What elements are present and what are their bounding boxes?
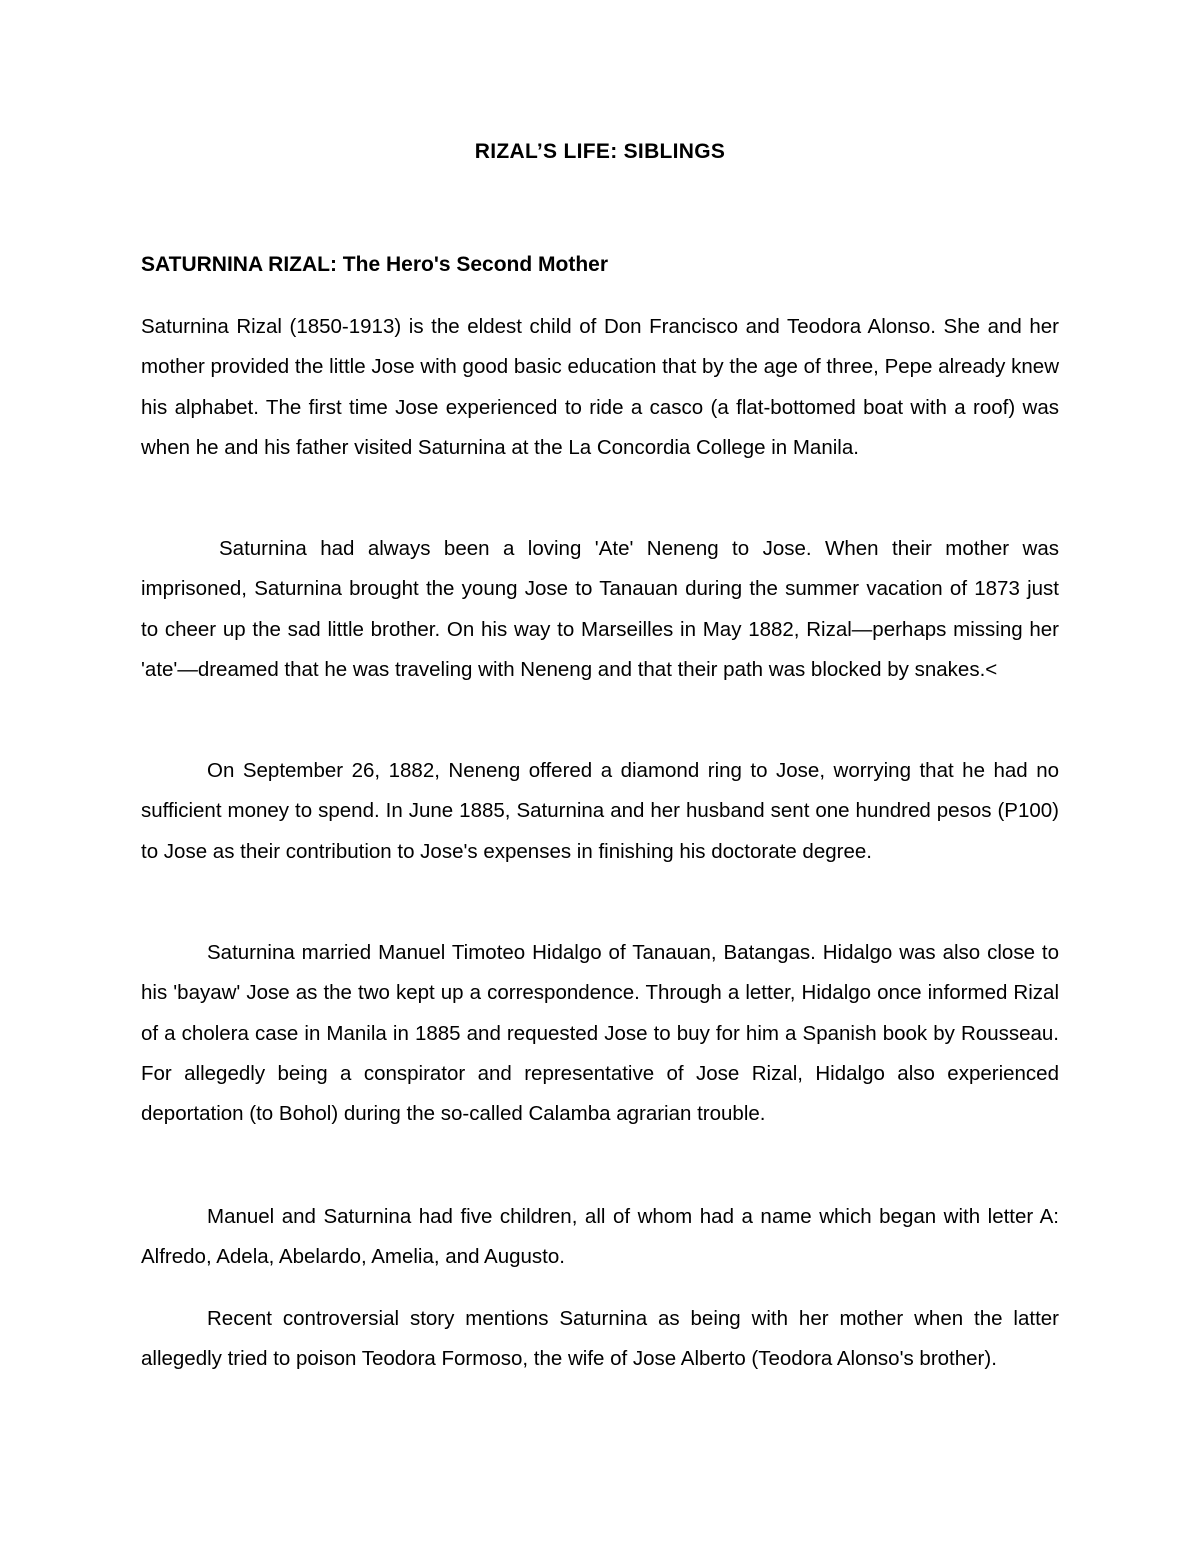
paragraph-2: Saturnina had always been a loving 'Ate' Neneng to Jose. When their mother was imprisoned, Saturnina brought the young Jose to Tanauan during the summer vacation of 1873 just to cheer up the sad little brother. On his way to Marseilles in May 1882, Rizal—perhaps missing her 'ate'—dreamed that he was traveling with Neneng and that their path was blocked by snakes.< — [141, 537, 1059, 681]
paragraph-4: Saturnina married Manuel Timoteo Hidalgo of Tanauan, Batangas. Hidalgo was also close to his 'bayaw' Jose as the two kept up a correspondence. Through a letter, Hidalgo once informed Rizal of a cholera case in Manila in 1885 and requested Jose to buy for him a Spanish book by Rousseau. For allegedly being a conspirator and representative of Jose Rizal, Hidalgo also experienced deportation (to Bohol) during the so-called Calamba agrarian trouble. — [141, 941, 1059, 1126]
section-heading: SATURNINA RIZAL: The Hero's Second Mother — [141, 253, 609, 276]
paragraph-1: Saturnina Rizal (1850-1913) is the eldest child of Don Francisco and Teodora Alonso. She and her mother provided the little Jose with good basic education that by the age of three, Pepe already knew his alphabet. The first time Jose experienced to ride a casco (a flat-bottomed boat with a roof) was when he and his father visited Saturnina at the La Concordia College in Manila. — [141, 315, 1059, 459]
paragraph-6: Recent controversial story mentions Saturnina as being with her mother when the latter allegedly tried to poison Teodora Formoso, the wife of Jose Alberto (Teodora Alonso's brother). — [141, 1307, 1059, 1371]
paragraph-5: Manuel and Saturnina had five children, all of whom had a name which began with letter A: Alfredo, Adela, Abelardo, Amelia, and Augusto. — [141, 1205, 1059, 1269]
document-title: RIZAL’S LIFE: SIBLINGS — [474, 140, 726, 163]
paragraph-3: On September 26, 1882, Neneng offered a diamond ring to Jose, worrying that he had no sufficient money to spend. In June 1885, Saturnina and her husband sent one hundred pesos (P100) to Jose as their contribution to Jose's expenses in finishing his doctorate degree. — [141, 759, 1059, 863]
